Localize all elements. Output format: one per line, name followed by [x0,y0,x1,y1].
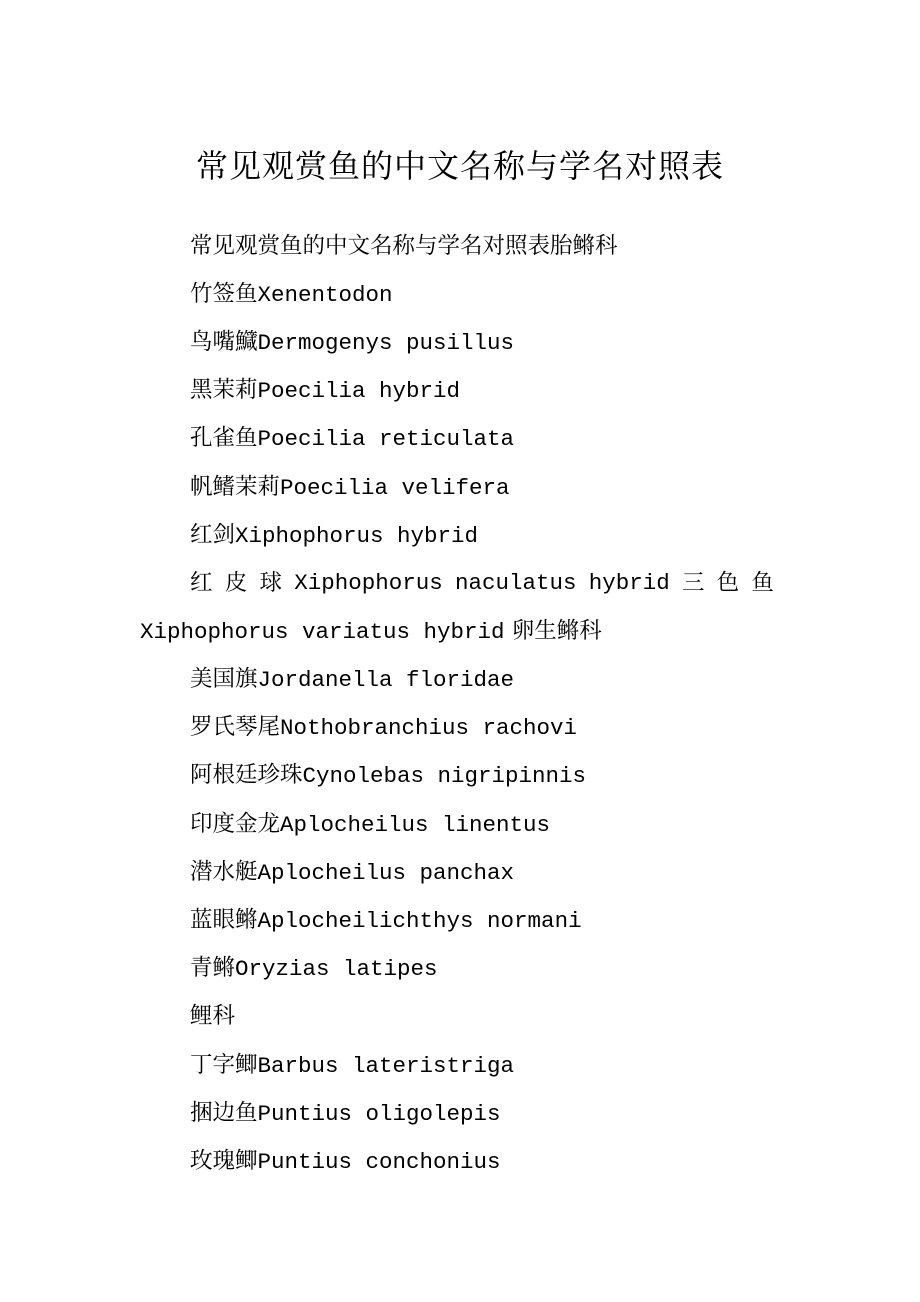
list-item [190,712,577,743]
scientific-name: Barbus lateristriga [257,1053,515,1079]
list-item [190,809,550,840]
list-item [190,664,514,695]
scientific-name: Aplocheilus panchax [257,860,515,886]
list-item [190,857,514,888]
scientific-name: Oryzias latipes [235,956,438,982]
chinese-name: 美国旗 [190,666,258,692]
list-item [190,472,510,503]
scientific-name: Xenentodon [257,282,393,308]
scientific-name: Nothobranchius rachovi [280,715,578,741]
chinese-name: 帆鳍茉莉 [190,474,281,500]
word: hybrid [588,570,670,596]
chinese-name: 捆边鱼 [190,1100,258,1126]
chinese-name: 蓝眼鳉 [190,907,258,933]
scientific-name: Jordanella floridae [257,667,515,693]
chinese-name: 罗氏琴尾 [190,714,281,740]
scientific-name: Aplocheilichthys normani [257,908,582,934]
document-title: 常见观赏鱼的中文名称与学名对照表 [195,147,724,185]
chinese-name: 潜水艇 [190,859,258,885]
scientific-name: Dermogenys pusillus [257,330,515,356]
list-item [190,423,514,454]
chinese-name: 常见观赏鱼的中文名称与学名对照表胎鳉科 [190,233,618,259]
chinese-name: 丁字鲫 [190,1052,258,1078]
list-item [190,327,514,358]
chinese-name: 玫瑰鲫 [190,1148,258,1174]
word: 球 [259,570,282,596]
chinese-name: 红剑 [190,522,236,548]
scientific-name: Puntius oligolepis [257,1101,501,1127]
scientific-name: Xiphophorus hybrid [235,523,479,549]
chinese-name: 竹签鱼 [190,281,258,307]
continuation-line [140,616,602,647]
justified-list-item [190,568,774,598]
scientific-name: Poecilia hybrid [257,378,461,404]
list-item [190,231,618,262]
word: naculatus [454,570,577,596]
word: 色 [716,570,740,596]
family-name: 卵生鳉科 [511,618,602,644]
chinese-name: 孔雀鱼 [190,425,258,451]
word: 鱼 [751,570,774,596]
chinese-name: 黑茉莉 [190,377,258,403]
word: 皮 [224,570,248,596]
list-item [190,1001,235,1032]
chinese-name: 阿根廷珍珠 [190,762,303,788]
list-item [190,760,586,791]
list-item [190,375,460,406]
chinese-name: 印度金龙 [190,811,281,837]
scientific-name: Cynolebas nigripinnis [302,763,587,789]
family-name: 鲤科 [190,1003,236,1029]
list-item [190,905,582,936]
word: 红 [190,570,213,596]
chinese-name: 鸟嘴鱵 [190,329,258,355]
scientific-name: Puntius conchonius [257,1149,501,1175]
scientific-name: Poecilia velifera [280,475,510,501]
list-item [190,1098,501,1129]
chinese-name: 青鳉 [190,955,236,981]
word: 三 [681,570,705,596]
scientific-name: Xiphophorus variatus hybrid [140,619,505,645]
scientific-name: Poecilia reticulata [257,426,515,452]
list-item [190,1050,514,1081]
list-item [190,953,438,984]
list-item [190,279,393,310]
list-item [190,1146,501,1177]
scientific-name: Aplocheilus linentus [280,812,551,838]
list-item [190,520,478,551]
word: Xiphophorus [294,570,443,596]
